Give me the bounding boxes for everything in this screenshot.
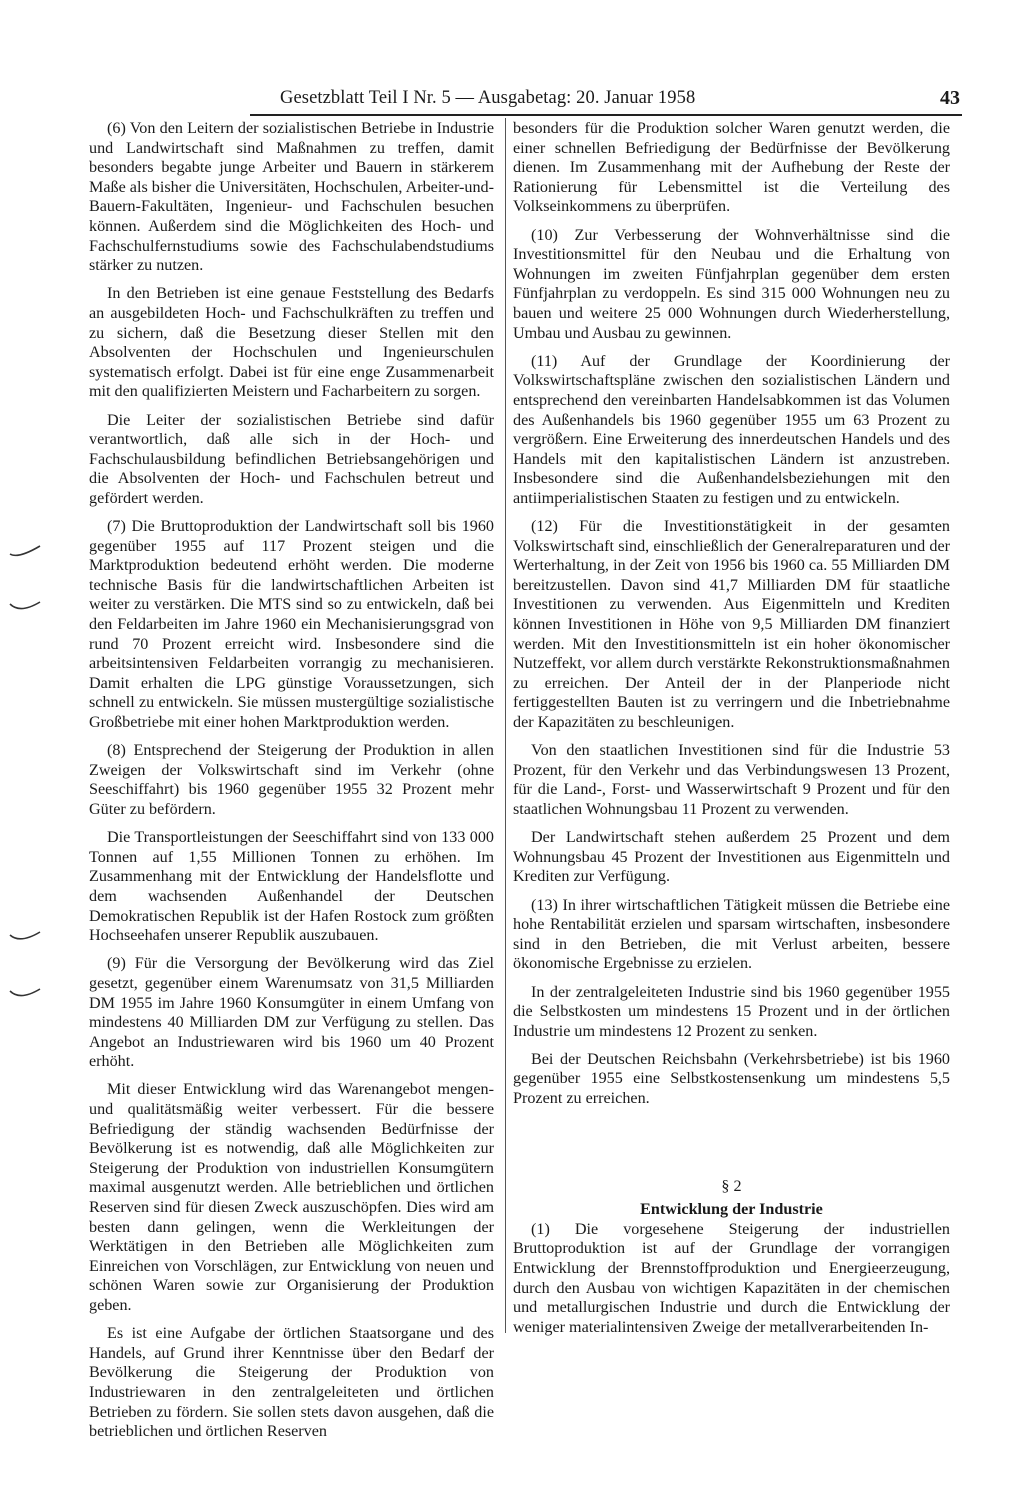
paragraph: Der Landwirtschaft stehen außerdem 25 Prozent und dem Wohnungsbau 45 Prozent der Investitionen aus Eigenmitteln und Krediten zur Verfügung. bbox=[513, 829, 950, 886]
margin-tick-mark bbox=[8, 985, 42, 1001]
section-sign: § 2 bbox=[721, 1177, 742, 1195]
paragraph: Bei der Deutschen Reichsbahn (Verkehrsbetriebe) ist bis 1960 gegenüber 1955 eine Selbstkostensenkung um mindestens 5,5 Prozent zu erreichen. bbox=[513, 1050, 950, 1108]
paragraph-10: (10) Zur Verbesserung der Wohnverhältnisse sind die Investitionsmittel für den Neubau und die Erhaltung von Wohnungen im zweiten Fünfjahrplan gegenüber dem ersten Fünfjahrplan zu verdoppeln. Es sind 315 000 Wohnungen neu zu bauen und weitere 25 000 Wohnungen durch Wiederherstellung, Umbau und Ausbau zu gewinnen. bbox=[513, 226, 950, 342]
header-rule bbox=[250, 114, 962, 116]
paragraph-7: (7) Die Bruttoproduktion der Landwirtschaft soll bis 1960 gegenüber 1955 auf 117 Prozent steigen und die Marktproduktion bedeutend erhöht werden. Die moderne technische Basis für die landwirtschaftlichen Arbeiten ist weiter zu verstärken. Die MTS sind so zu entwickeln, daß bei den Feldarbeiten im Jahre 1960 ein Mechanisierungsgrad von rund 70 Prozent erreicht wird. Insbesondere sind die arbeitsintensiven Feldarbeiten vorrangig zu mechanisieren. Damit erhalten die LPG günstige Voraussetzungen, sich schnell zu entwickeln. Sie müssen mustergültige sozialistische Großbetriebe mit einer hohen Marktproduktion werden. bbox=[89, 518, 494, 731]
margin-tick-mark bbox=[8, 543, 42, 559]
paragraph-6: (6) Von den Leitern der sozialistischen Betriebe in Industrie und Landwirtschaft sind Maßnahmen zu treffen, damit besonders begabte junge Arbeiter und Bauern in stärkerem Maße als bisher die Universitäten, Hochschulen, Arbeiter-und-Bauern-Fakultäten, Ingenieur- und Fachschulen besuchen können. Außerdem sind die Möglichkeiten des Hoch- und Fachschulfernstudiums sowie des Fachschulabendstudiums stärker zu nutzen. bbox=[89, 120, 494, 275]
page-header bbox=[280, 88, 960, 114]
paragraph: Die Leiter der sozialistischen Betriebe sind dafür verantwortlich, daß alle sich in der Hoch- und Fachschulausbildung befindlichen Betriebsangehörigen und die Absolventen der Hoch- und Fachschulen betreut und gefördert werden. bbox=[89, 411, 494, 507]
running-header-title: Gesetzblatt Teil I Nr. 5 — Ausgabetag: 20. Januar 1958 bbox=[280, 88, 696, 108]
paragraph-9: (9) Für die Versorgung der Bevölkerung wird das Ziel gesetzt, gegenüber einem Warenumsatz von 31,5 Milliarden DM 1955 im Jahre 1960 Konsumgüter in einem Umfang von mindestens 40 Milliarden DM zur Verfügung zu stellen. Das Angebot an Industriewaren wird bis 1960 um 40 Prozent erhöht. bbox=[89, 955, 494, 1071]
paragraph: Es ist eine Aufgabe der örtlichen Staatsorgane und des Handels, auf Grund ihrer Kenntnisse über den Bedarf der Bevölkerung die Steigerung der Produktion von Industriewaren in den zentralgeleiteten und örtlichen Betrieben zu fördern. Sie sollen stets davon ausgehen, daß die betrieblichen und örtlichen Reserven bbox=[89, 1325, 494, 1441]
page-number: 43 bbox=[940, 87, 960, 109]
paragraph-8: (8) Entsprechend der Steigerung der Produktion in allen Zweigen der Volkswirtschaft sind im Verkehr (ohne Seeschiffahrt) bis 1960 gegenüber 1955 32 Prozent mehr Güter zu befördern. bbox=[89, 742, 494, 818]
right-column bbox=[513, 119, 950, 1346]
column-divider bbox=[505, 118, 506, 1333]
paragraph-11: (11) Auf der Grundlage der Koordinierung der Volkswirtschaftspläne zwischen den sozialistischen Ländern und entsprechend den vereinbarten Handelsabkommen ist das Volumen des Außenhandels bis 1960 gegenüber 1955 um 63 Prozent zu vergrößern. Eine Erweiterung des innerdeutschen Handels und des Handels mit den kapitalistischen Ländern ist anzustreben. Insbesondere sind die Außenhandelsbeziehungen mit den antiimperialistischen Staaten zu festigen und zu entwickeln. bbox=[513, 352, 950, 507]
margin-tick-mark bbox=[8, 598, 42, 614]
paragraph: In den Betrieben ist eine genaue Feststellung des Bedarfs an ausgebildeten Hoch- und Fachschulkräften zu treffen und zu sichern, daß die Besetzung dieser Stellen mit den Absolventen der Hochschulen und Ingenieurschulen systematisch erfolgt. Dabei ist für eine enge Zusammenarbeit mit den qualifizierten Meistern und Facharbeitern zu sorgen. bbox=[89, 285, 494, 401]
left-column bbox=[89, 119, 494, 1450]
paragraph: Von den staatlichen Investitionen sind für die Industrie 53 Prozent, für den Verkehr und das Verbindungswesen 13 Prozent, für die Land-, Forst- und Wasserwirtschaft 9 Prozent und für den staatlichen Wohnungsbau 11 Prozent zu verwenden. bbox=[513, 742, 950, 818]
paragraph: Mit dieser Entwicklung wird das Warenangebot mengen- und qualitätsmäßig weiter verbessert. Für die bessere Befriedigung der ständig wachsenden Bedürfnisse der Bevölkerung ist es notwendig, daß alle Möglichkeiten zur Steigerung der Produktion von industriellen Konsumgütern maximal ausgenutzt werden. Alle betrieblichen und örtlichen Reserven sind für diesen Zweck auszuschöpfen. Dies wird am besten dann gelingen, wenn die Werkleitungen der Werktätigen in den Betrieben alle Möglichkeiten zum Einreichen von Vorschlägen, zur Entwicklung von neuen und schönen Waren sowie zur Organisierung der Produktion geben. bbox=[89, 1081, 494, 1314]
paragraph-continuation: besonders für die Produktion solcher Waren genutzt werden, die einer schnellen Befriedigung der Bedürfnisse der Bevölkerung dienen. Im Zusammenhang mit der Aufhebung der Reste der Rationierung für Lebensmittel ist die Verteilung des Volkseinkommens zu überprüfen. bbox=[513, 120, 950, 216]
section-heading: Entwicklung der Industrie bbox=[640, 1201, 823, 1219]
paragraph-13: (13) In ihrer wirtschaftlichen Tätigkeit müssen die Betriebe eine hohe Rentabilität erzielen und sparsam wirtschaften, insbesondere sind in den Betrieben, die mit Verlust arbeiten, bessere ökonomische Ergebnisse zu erzielen. bbox=[513, 896, 950, 973]
paragraph-12: (12) Für die Investitionstätigkeit in der gesamten Volkswirtschaft sind, einschließlich der Generalreparaturen und der Werterhaltung, in der Zeit von 1956 bis 1960 ca. 55 Milliarden DM bereitzustellen. Davon sind 41,7 Milliarden DM für staatliche Investitionen zu verwenden. Aus Eigenmitteln und Krediten können Investitionen in Höhe von 9,5 Milliarden DM finanziert werden. Mit den Investitionsmitteln ist ein hoher ökonomischer Nutzeffekt, vor allem durch verstärkte Rekonstruktionsmaßnahmen zu erreichen. Der Anteil der in der Planperiode nicht fertiggestellten Bauten ist zu verringern und die Inbetriebnahme der Kapazitäten zu beschleunigen. bbox=[513, 518, 950, 731]
section-paragraph-1: (1) Die vorgesehene Steigerung der industriellen Bruttoproduktion ist auf der Grundlage der vorrangigen Entwicklung der Brennstoffproduktion und Energieerzeugung, durch den Ausbau von wichtigen Kapazitäten in der chemischen und metallurgischen Industrie und durch die Entwicklung der weniger materialintensiven Zweige der metallverarbeitenden In- bbox=[513, 1220, 950, 1336]
margin-tick-mark bbox=[8, 928, 42, 944]
paragraph: Die Transportleistungen der Seeschiffahrt sind von 133 000 Tonnen auf 1,55 Millionen Tonnen zu erhöhen. Im Zusammenhang mit der Entwicklung der Handelsflotte und dem wachsenden Außenhandel der Deutschen Demokratischen Republik ist der Hafen Rostock zum größten Hochseehafen unserer Republik auszubauen. bbox=[89, 829, 494, 945]
paragraph: In der zentralgeleiteten Industrie sind bis 1960 gegenüber 1955 die Selbstkosten um mindestens 15 Prozent und in der örtlichen Industrie um mindestens 12 Prozent zu senken. bbox=[513, 983, 950, 1040]
